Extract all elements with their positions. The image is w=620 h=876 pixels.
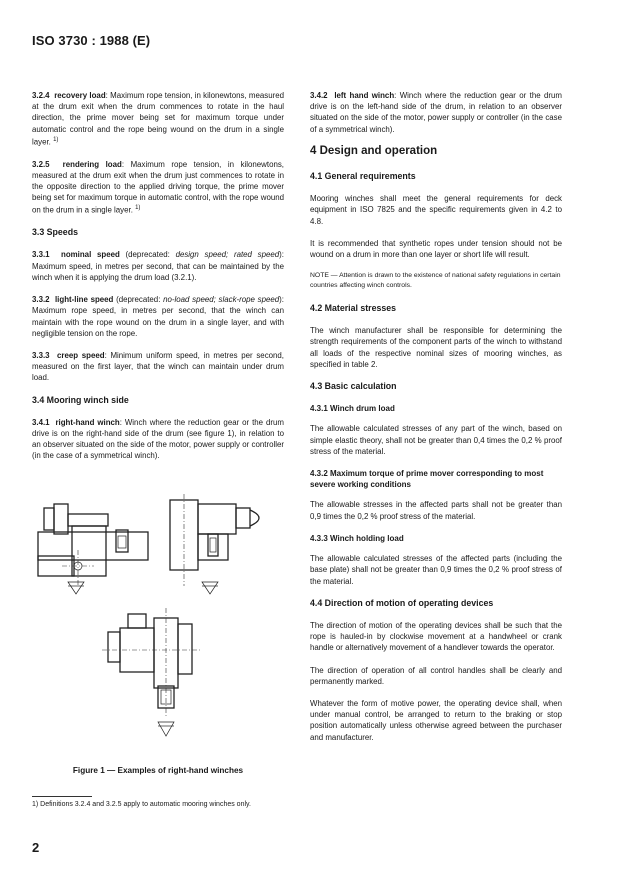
winch-drawing-a bbox=[38, 504, 148, 594]
heading-4-1: 4.1 General requirements bbox=[310, 171, 416, 182]
heading-4-3-1: 4.3.1 Winch drum load bbox=[310, 404, 395, 414]
para-4-3-2: The allowable stresses in the affected parts shall not be greater than 0,9 times the 0,2 % proof stress of the material. bbox=[310, 500, 562, 521]
right-column bbox=[310, 90, 562, 754]
clause-3-4-1: 3.4.1 right-hand winch: Winch where the reduction gear or the drum drive is on the right-hand side of the drum (see figure 1), in relation to an observer situated on the side of the motor, power supply or controller (in the case of a symmetrical winch). bbox=[32, 417, 284, 461]
para-4-4-c: Whatever the form of motive power, the operating device shall, when under manual control, be arranged to return to the braking or stop position automatically unless otherwise agreed between the purchaser and manufacturer. bbox=[310, 698, 562, 742]
para-4-3-3: The allowable calculated stresses of the affected parts (including the base plate) shall not be greater than 0,9 times the 0,2 % proof stress of the material. bbox=[310, 554, 562, 586]
para-4-1-a: Mooring winches shall meet the general requirements for deck equipment in ISO 7825 and the specific requirements given in 4.2 to 4.8. bbox=[310, 194, 562, 226]
left-column bbox=[32, 90, 284, 473]
clause-3-3-1: 3.3.1 nominal speed (deprecated: design speed; rated speed): Maximum speed, in metres per second, that can be maintained by the winch when it is applying the drum load (3.2.1). bbox=[32, 250, 284, 282]
clause-3-3-2: 3.3.2 light-line speed (deprecated: no-load speed; slack-rope speed): Maximum rope speed, in metres per second, that the winch can maintain with the rope wound on the drum in a single layer, and with negligible tension on the rope. bbox=[32, 295, 284, 338]
heading-4-4: 4.4 Direction of motion of operating devices bbox=[310, 597, 494, 608]
clause-3-4-2: 3.4.2 left hand winch: Winch where the reduction gear or the drum drive is on the left-hand side of the drum, in relation to an observer situated on the side of the motor, power supply or controller (in the case of a symmetrical winch). bbox=[310, 91, 562, 134]
para-4-2: The winch manufacturer shall be responsible for determining the strength requirements of the component parts of the winch to withstand all loads of the respective nominal sizes of mooring winches, as specified in table 2. bbox=[310, 326, 562, 369]
heading-4-2: 4.2 Material stresses bbox=[310, 303, 397, 314]
clause-3-2-4: 3.2.4 recovery load: Maximum rope tension, in kilonewtons, measured at the drum exit when the drum commences to rotate in the haul direction, the prime mover being set for maximum torque under automatic control and the rope being wound on the drum in a single layer. $^{1)}$ bbox=[32, 91, 285, 147]
figure-caption: Figure 1 — Examples of right-hand winches bbox=[72, 766, 244, 775]
heading-3-4: 3.4 Mooring winch side bbox=[32, 394, 129, 405]
para-4-4-a: The direction of motion of the operating devices shall be such that the rope is hauled-in by clockwise movement at a handwheel or crank handle or alternatively movement of a handlever towards the operator. bbox=[310, 620, 562, 653]
page-number: 2 bbox=[32, 840, 40, 855]
clause-3-3-3: 3.3.3 creep speed: Minimum uniform speed, in metres per second, measured on the first layer, that the winch can maintain under drum load. bbox=[32, 350, 285, 383]
para-4-3-1: The allowable calculated stresses of any part of the winch, based on simple elastic theory, shall not be greater than 0,4 times the 0,2 % proof stress of the material. bbox=[310, 424, 562, 456]
page-header: ISO 3730 : 1988 (E) bbox=[32, 33, 151, 48]
winch-drawing-b bbox=[170, 494, 259, 594]
heading-4-3-3: 4.3.3 Winch holding load bbox=[310, 533, 404, 543]
heading-4-3: 4.3 Basic calculation bbox=[310, 381, 397, 392]
clause-3-2-5: 3.2.5 rendering load: Maximum rope tension, in kilonewtons, measured at the drum exit when the drum just commences to rotate in the opposite direction to the applied driving torque, the prime mover being set for maximum torque in automatic control, with the rope wound on the drum in a single layer. $^{1)}$ bbox=[32, 159, 284, 216]
heading-3-3: 3.3 Speeds bbox=[32, 227, 78, 238]
heading-4: 4 Design and operation bbox=[310, 144, 438, 157]
figure-1-winch-drawings bbox=[32, 490, 284, 760]
para-4-4-b: The direction of operation of all control handles shall be clearly and permanently marked. bbox=[310, 665, 562, 686]
footnote-rule bbox=[32, 796, 92, 797]
winch-drawing-c bbox=[102, 608, 202, 736]
note-safety: NOTE — Attention is drawn to the existence of national safety regulations in certain countries affecting winch controls. bbox=[310, 272, 561, 289]
para-4-1-b: It is recommended that synthetic ropes under tension should not be wound on a drum in more than one layer or short life will result. bbox=[310, 238, 562, 260]
footnote: 1) Definitions 3.2.4 and 3.2.5 apply to automatic mooring winches only. bbox=[32, 801, 251, 808]
heading-4-3-2: 4.3.2 Maximum torque of prime mover corresponding to most severe working conditions bbox=[310, 469, 544, 490]
